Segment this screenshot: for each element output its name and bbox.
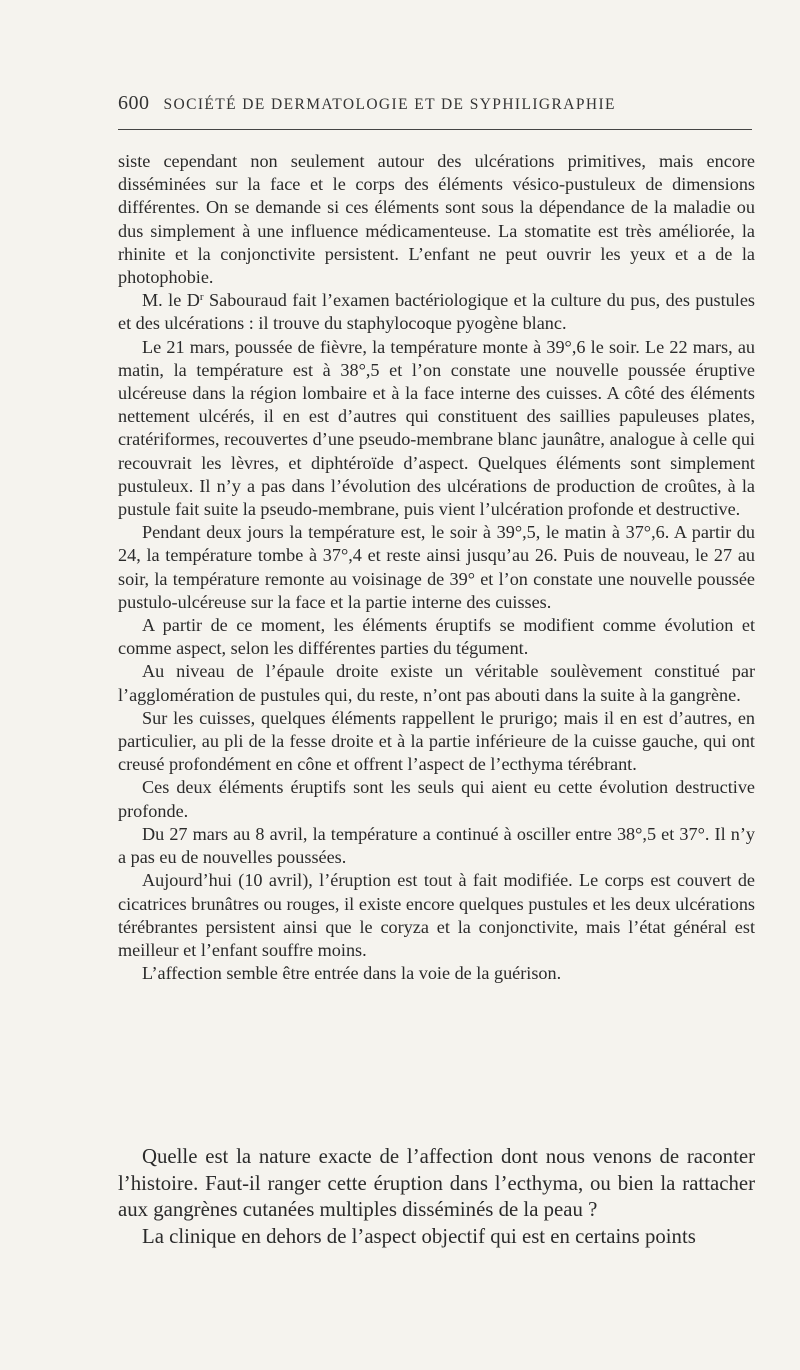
- paragraph: Au niveau de l’épaule droite existe un véritable soulèvement constitué par l’agglomération de pustules qui, du reste, n’ont pas abouti dans la suite à la gangrène.: [118, 661, 755, 705]
- paragraph: L’affection semble être entrée dans la voie de la guérison.: [142, 963, 562, 984]
- superscript: r: [199, 291, 204, 304]
- header-rule: [118, 129, 752, 130]
- text-run: M. le D: [142, 290, 200, 311]
- running-title: SOCIÉTÉ DE DERMATOLOGIE ET DE SYPHILIGRAPHIE: [163, 96, 616, 113]
- page-header: [118, 92, 755, 122]
- case-report-text: [118, 150, 755, 985]
- discussion-text: [118, 1144, 755, 1250]
- paragraph: Pendant deux jours la température est, le soir à 39°,5, le matin à 37°,6. A partir du 24, la température tombe à 37°,4 et reste ainsi jusqu’au 26. Puis de nouveau, le 27 au soir, la température remonte au voisinage de 39° et l’on constate une nouvelle poussée pustulo-ulcéreuse sur la face et la partie interne des cuisses.: [118, 522, 755, 612]
- paragraph: Quelle est la nature exacte de l’affection dont nous venons de raconter l’histoire. Faut-il ranger cette éruption dans l’ecthyma, ou bien la rattacher aux gangrènes cutanées multiples disséminés de la peau ?: [118, 1145, 755, 1221]
- paragraph: siste cependant non seulement autour des ulcérations primitives, mais encore disséminées sur la face et le corps des éléments vésico-pustuleux de dimensions différentes. On se demande si ces éléments sont sous la dépendance de la maladie ou dus simplement à une influence médicamenteuse. La stomatite est très améliorée, la rhinite et la conjonctivite persistent. L’enfant ne peut ouvrir les yeux et a de la photophobie.: [118, 151, 755, 288]
- paragraph: Aujourd’hui (10 avril), l’éruption est tout à fait modifiée. Le corps est couvert de cicatrices brunâtres ou rouges, il existe encore quelques pustules et les deux ulcérations térébrantes persistent ainsi que le coryza et la conjonctivite, mais l’état général est meilleur et l’enfant souffre moins.: [118, 870, 755, 960]
- paragraph: Sur les cuisses, quelques éléments rappellent le prurigo; mais il en est d’autres, en particulier, au pli de la fesse droite et à la partie inférieure de la cuisse gauche, qui ont creusé profondément en cône et offrent l’aspect de l’ecthyma térébrant.: [118, 707, 755, 775]
- text-run: Sabouraud fait l’examen bactériologique et la culture du pus, des pustules et des ulcérations : il trouve du staphylocoque pyogène blanc.: [118, 290, 755, 334]
- paragraph: Le 21 mars, poussée de fièvre, la température monte à 39°,6 le soir. Le 22 mars, au matin, la température est à 38°,5 et l’on constate une nouvelle poussée éruptive ulcéreuse dans la région lombaire et à la face interne des cuisses. A côté des éléments nettement ulcérés, il en est d’autres qui constituent des saillies papuleuses plates, cratériformes, recouvertes d’une pseudo-membrane blanc jaunâtre, analogue à celle qui recouvrait les lèvres, et diphtéroïde d’aspect. Quelques éléments sont simplement pustuleux. Il n’y a pas dans l’évolution des ulcérations de production de croûtes, à la pustule fait suite la pseudo-membrane, puis vient l’ulcération profonde et destructive.: [118, 336, 755, 520]
- paragraph: [118, 289, 755, 335]
- paragraph: La clinique en dehors de l’aspect objectif qui est en certains points: [142, 1224, 696, 1248]
- paragraph: A partir de ce moment, les éléments éruptifs se modifient comme évolution et comme aspect, selon les différentes parties du tégument.: [118, 615, 755, 659]
- page-number: 600: [118, 92, 150, 114]
- paragraph: Ces deux éléments éruptifs sont les seuls qui aient eu cette évolution destructive profonde.: [118, 777, 755, 821]
- paragraph: Du 27 mars au 8 avril, la température a continué à osciller entre 38°,5 et 37°. Il n’y a pas eu de nouvelles poussées.: [118, 823, 755, 868]
